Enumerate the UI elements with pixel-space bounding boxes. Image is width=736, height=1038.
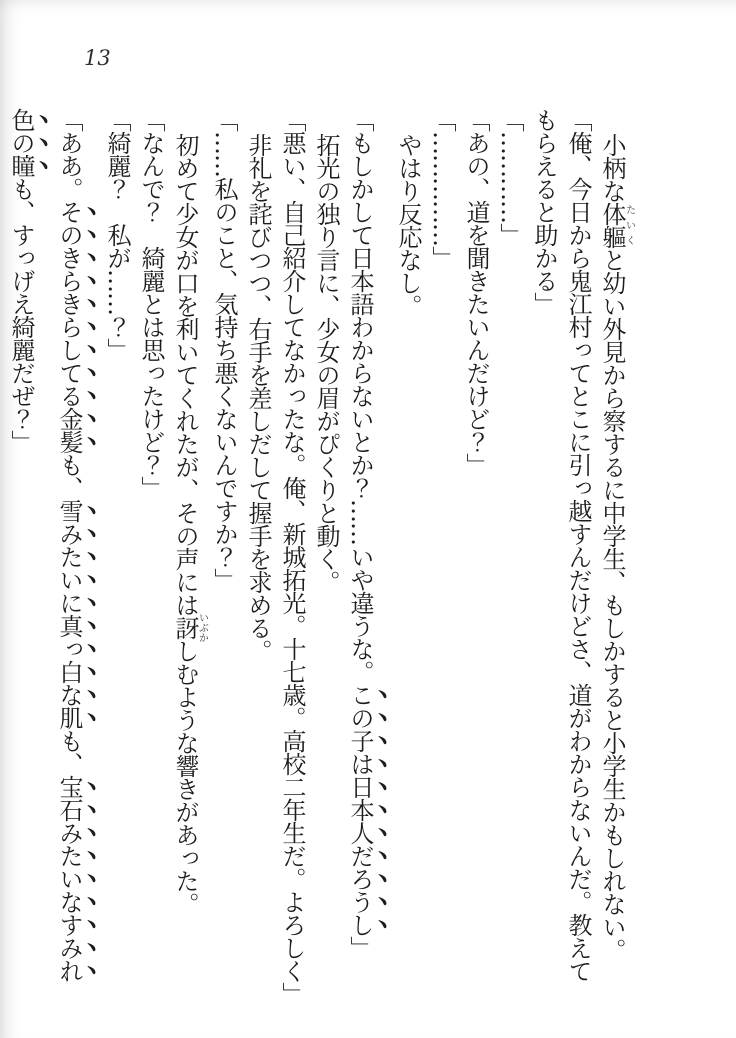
text-line: 「悪い、自己紹介してなかったな。俺、新城拓光。十七歳。高校二年生だ。よろしく」 xyxy=(278,108,306,1005)
text-line: 「なんで？ 綺麗とは思ったけど？」 xyxy=(137,108,165,499)
text-line: 「……………」 xyxy=(428,108,456,269)
text-line: 小柄な体軀たいくと幼い外見から察するに中学生、もしかすると小学生かもしれない。 xyxy=(598,133,635,961)
furigana-annotated-word: 訝いぶか xyxy=(171,612,208,643)
emphasized-text: この子は日本人だろうし xyxy=(346,683,374,936)
text-line: 「ああ。そのきらきらしてる金髪も、雪みたいに真っ白な肌も、宝石みたいなすみれ xyxy=(55,108,83,982)
text-block xyxy=(4,108,634,1013)
emphasized-text: 宝石みたいなすみれ xyxy=(55,775,83,982)
furigana-annotated-word: 体軀たいく xyxy=(598,202,635,248)
text-line: 「……私のこと、気持ち悪くないんですか？」 xyxy=(210,108,238,591)
text-line: もらえると助かる」 xyxy=(530,108,558,315)
text-line: 非礼を詫びつつ、右手を差しだして握手を求める。 xyxy=(244,133,272,662)
text-line: 拓光の独り言に、少女の眉がぴくりと動く。 xyxy=(312,133,340,593)
text-line: 「…………」 xyxy=(496,108,524,246)
emphasized-text: 色の瞳 xyxy=(7,108,35,177)
text-line: 「もしかして日本語わからないとか？……いや違うな。この子は日本人だろうし」 xyxy=(346,108,374,959)
text-line: やはり反応なし。 xyxy=(394,133,422,317)
text-line: 初めて少女が口を利いてくれたが、その声には訝いぶかしむような響きがあった。 xyxy=(171,133,208,915)
text-line: 「俺、今日から鬼江村ってとこに引っ越すんだけどさ、道がわからないんだ。教えて xyxy=(564,108,592,982)
text-line: 色の瞳も、すっげえ綺麗だぜ？」 xyxy=(7,108,35,453)
furigana-reading: いぶか xyxy=(196,612,208,643)
emphasized-text: そのきらきらしてる金髪 xyxy=(55,200,83,453)
furigana-reading: たいく xyxy=(623,202,635,248)
text-line: 「綺麗？ 私が……？」 xyxy=(103,108,131,361)
text-line: 「あの、道を聞きたいんだけど？」 xyxy=(462,108,490,476)
emphasized-text: 雪みたいに真っ白な肌 xyxy=(55,499,83,729)
page-number: 13 xyxy=(84,46,111,70)
